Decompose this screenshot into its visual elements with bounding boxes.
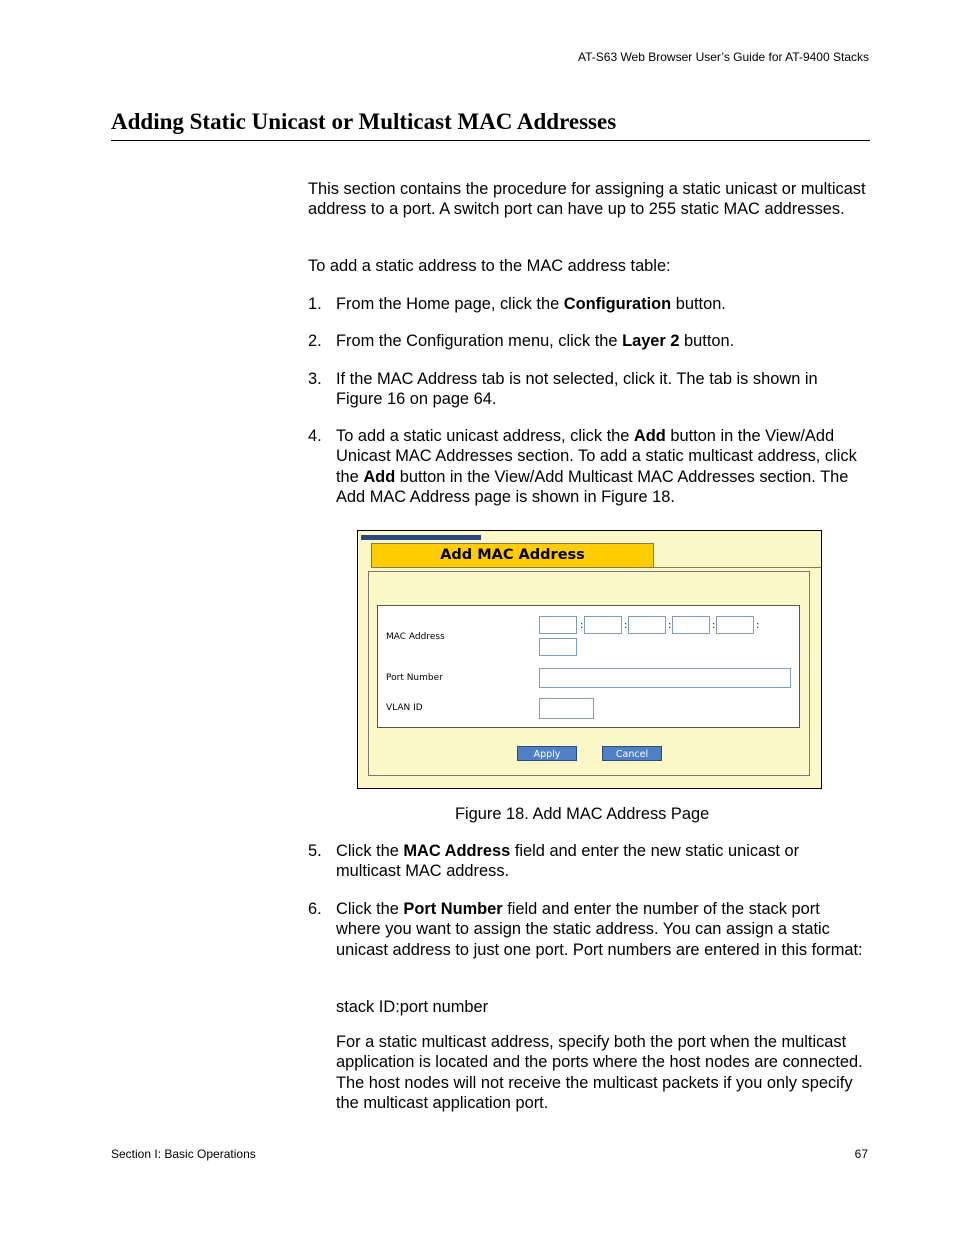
footer-section: Section I: Basic Operations <box>111 1147 256 1161</box>
vlan-id-label: VLAN ID <box>386 703 423 713</box>
colon-separator: : <box>756 620 760 631</box>
step-number: 6. <box>308 900 322 918</box>
footer-page-number: 67 <box>854 1147 868 1161</box>
step-5 <box>308 841 868 882</box>
colon-separator: : <box>668 620 672 631</box>
step-text: Click the MAC Address field and enter the new static unicast or multicast MAC address. <box>336 842 800 881</box>
figure-caption: Figure 18. Add MAC Address Page <box>455 805 710 823</box>
port-number-input[interactable] <box>539 668 791 688</box>
section-title: Adding Static Unicast or Multicast MAC Addresses <box>111 109 617 134</box>
header-divider <box>654 567 821 568</box>
mac-octet-1-input[interactable] <box>539 616 577 634</box>
cancel-button[interactable]: Cancel <box>602 746 662 761</box>
form-fields-box <box>377 605 800 728</box>
intro-lead: To add a static address to the MAC address table: <box>308 257 671 275</box>
mac-octet-3-input[interactable] <box>628 616 666 634</box>
title-rule <box>111 140 870 141</box>
mac-octet-6-input[interactable] <box>539 638 577 656</box>
tab-indicator <box>361 535 481 540</box>
step-number: 3. <box>308 370 322 388</box>
figure-header-title: Add MAC Address <box>371 543 654 568</box>
running-header: AT-S63 Web Browser User’s Guide for AT-9400 Stacks <box>577 50 869 64</box>
multicast-note: For a static multicast address, specify both the port when the multicast application is located and the ports where the host nodes are connected. The host nodes will not receive the multicast packets if you only specify the multicast application port. <box>336 1033 863 1113</box>
port-number-label: Port Number <box>386 673 443 683</box>
step-text: To add a static unicast address, click the Add button in the View/Add Unicast MAC Addresses section. To add a static multicast address, click the Add button in the View/Add Multicast MAC Addresses section. The Add MAC Address page is shown in Figure 18. <box>336 427 857 507</box>
colon-separator: : <box>580 620 584 631</box>
intro-paragraph: This section contains the procedure for assigning a static unicast or multicast address to a port. A switch port can have up to 255 static MAC addresses. <box>308 180 866 219</box>
step-number: 1. <box>308 295 322 313</box>
mac-octet-2-input[interactable] <box>584 616 622 634</box>
step-number: 5. <box>308 842 322 860</box>
step-1 <box>308 294 868 314</box>
format-example: stack ID:port number <box>336 998 489 1016</box>
step-text: From the Configuration menu, click the Layer 2 button. <box>336 332 735 350</box>
step-6 <box>308 899 868 960</box>
vlan-id-input[interactable] <box>539 698 594 719</box>
colon-separator: : <box>712 620 716 631</box>
mac-octet-4-input[interactable] <box>672 616 710 634</box>
mac-octet-5-input[interactable] <box>716 616 754 634</box>
step-text: If the MAC Address tab is not selected, click it. The tab is shown in Figure 16 on page 64. <box>336 370 818 409</box>
colon-separator: : <box>624 620 628 631</box>
add-mac-address-figure <box>357 530 822 789</box>
step-2 <box>308 331 868 351</box>
step-3 <box>308 369 868 410</box>
mac-address-label: MAC Address <box>386 632 445 642</box>
step-4 <box>308 426 868 508</box>
step-number: 4. <box>308 427 322 445</box>
form-panel <box>368 571 810 776</box>
step-number: 2. <box>308 332 322 350</box>
step-text: Click the Port Number field and enter the number of the stack port where you want to assign the static address. You can assign a static unicast address to just one port. Port numbers are entered in this format: <box>336 900 863 959</box>
step-text: From the Home page, click the Configuration button. <box>336 295 726 313</box>
apply-button[interactable]: Apply <box>517 746 577 761</box>
